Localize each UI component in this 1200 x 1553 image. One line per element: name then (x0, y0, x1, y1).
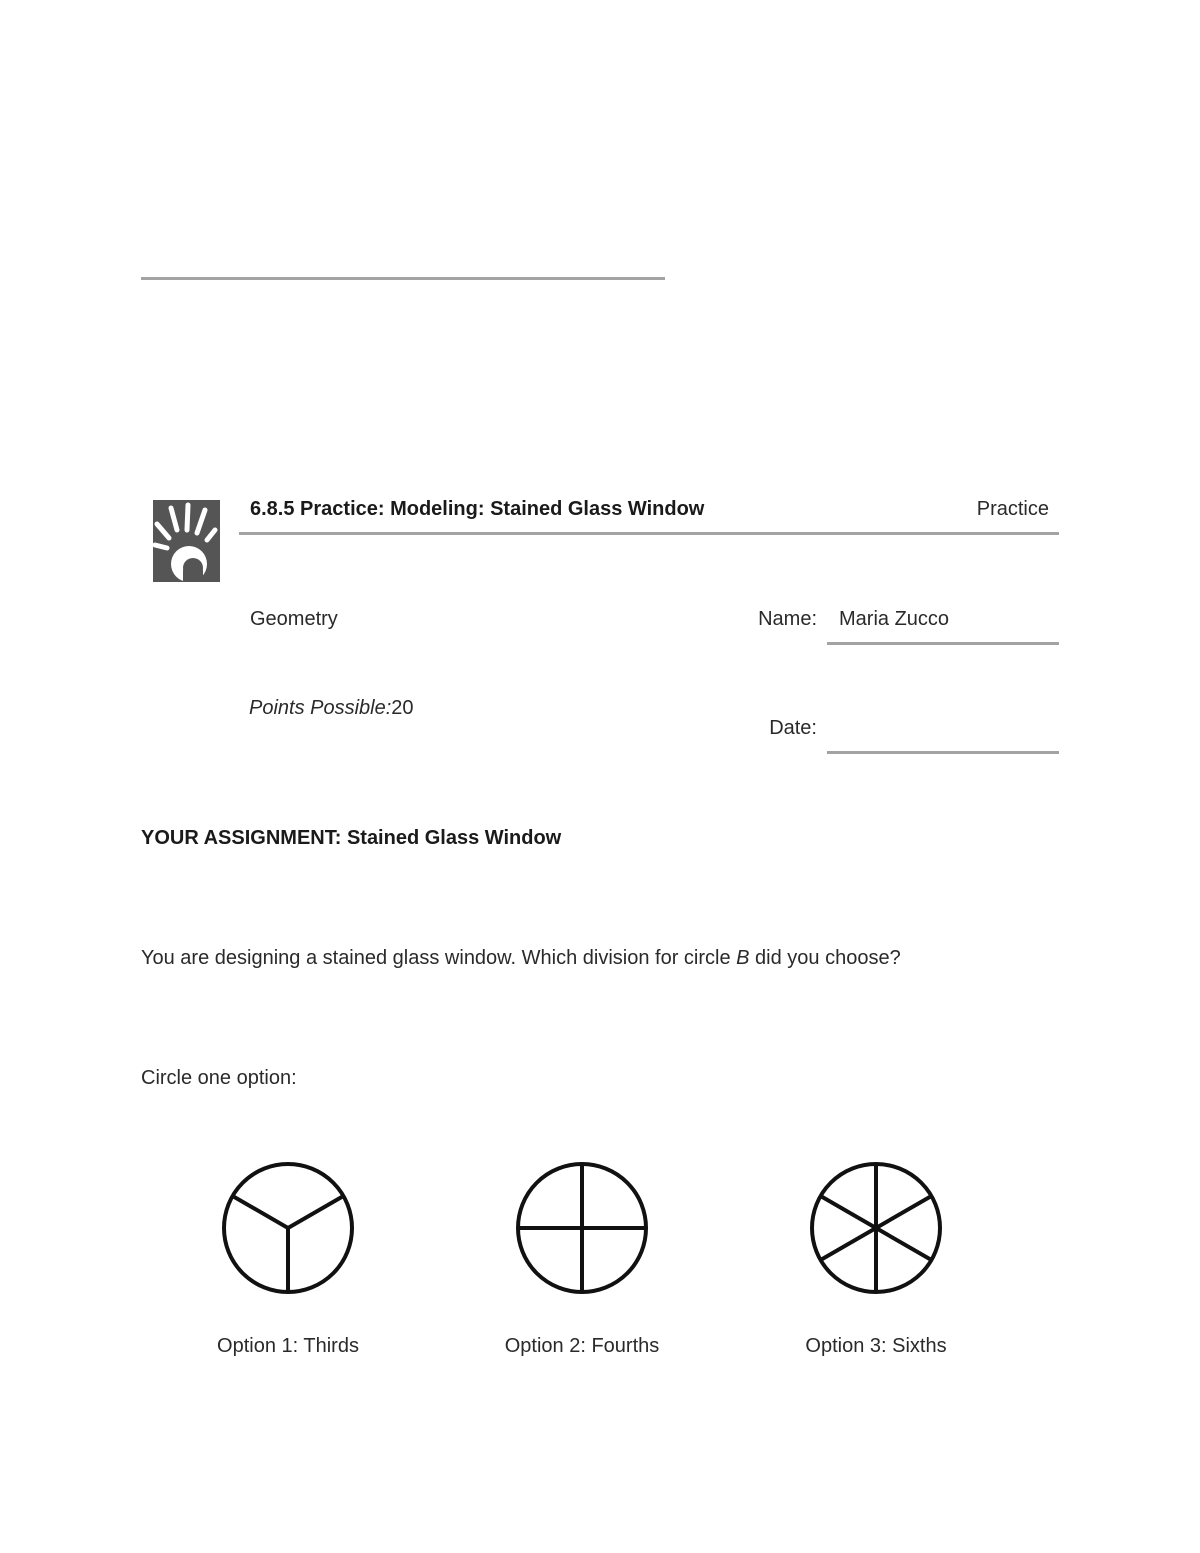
circle-thirds-diagram (220, 1160, 356, 1296)
assignment-type: Practice (976, 498, 1049, 520)
date-field[interactable] (827, 715, 1059, 754)
option-label: Option 3: Sixths (805, 1335, 947, 1357)
points-label: Points Possible: (249, 697, 392, 719)
name-value: Maria Zucco (839, 608, 950, 630)
option-fourths[interactable] (462, 1160, 702, 1370)
question-variable: B (736, 947, 750, 969)
assignment-heading: YOUR ASSIGNMENT: Stained Glass Window (141, 827, 562, 849)
option-label: Option 1: Thirds (217, 1335, 359, 1357)
question-before: You are designing a stained glass window. Which division for circle (141, 947, 737, 969)
points-possible (249, 697, 414, 720)
name-field[interactable] (827, 606, 1059, 645)
date-label: Date: (769, 717, 817, 739)
division-line (821, 1228, 876, 1260)
lightbulb-rays-icon (153, 500, 220, 582)
division-line (288, 1196, 343, 1228)
option-sixths[interactable] (756, 1160, 996, 1370)
circle-sixths-diagram (808, 1160, 944, 1296)
page-title: 6.8.5 Practice: Modeling: Stained Glass Window (250, 498, 705, 520)
division-line (876, 1196, 931, 1228)
division-line (876, 1228, 931, 1260)
instruction-text: Circle one option: (141, 1067, 297, 1089)
option-thirds[interactable] (168, 1160, 408, 1370)
title-bar (239, 496, 1059, 535)
name-label: Name: (758, 608, 817, 630)
course-subject: Geometry (250, 608, 338, 630)
top-divider (141, 277, 665, 280)
question-after: did you choose? (749, 947, 901, 969)
division-line (821, 1196, 876, 1228)
division-line (233, 1196, 288, 1228)
points-value: 20 (391, 697, 414, 719)
option-label: Option 2: Fourths (504, 1335, 660, 1357)
question-text (141, 947, 901, 970)
circle-fourths-diagram (514, 1160, 650, 1296)
